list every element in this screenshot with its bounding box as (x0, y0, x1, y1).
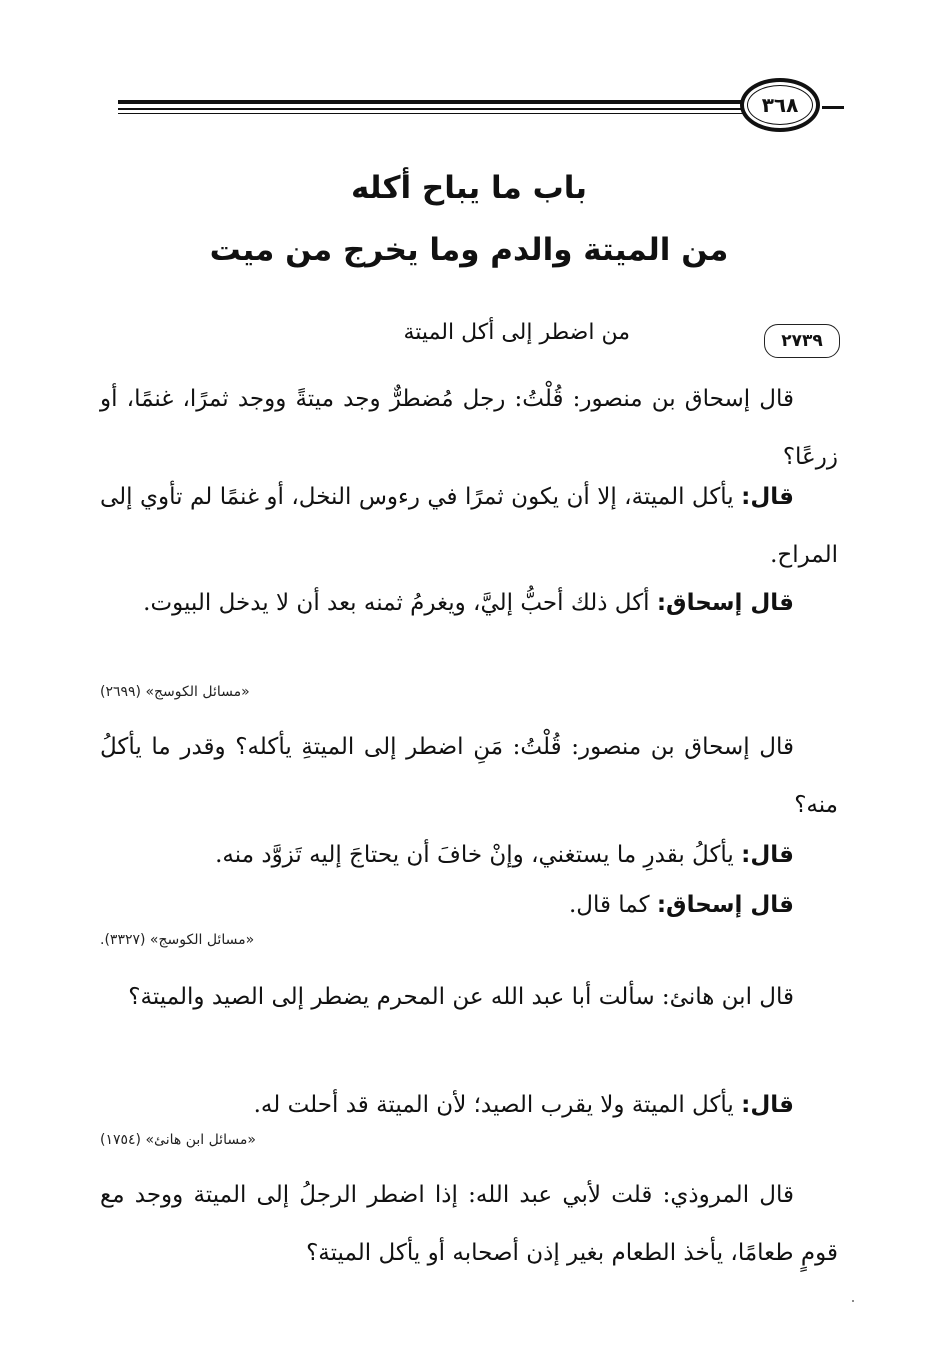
source-reference-2: «مسائل الكوسج» (٣٣٢٧). (100, 932, 255, 948)
source-reference-3: «مسائل ابن هانئ» (١٧٥٤) (100, 1132, 256, 1148)
speaker-label: قال إسحاق: (656, 892, 794, 918)
header-rule-end (822, 106, 844, 109)
issue-number-ornament: ٢٧٣٩ (764, 324, 840, 358)
paragraph-answer-1 (100, 468, 838, 584)
header-rule-thick (118, 100, 743, 104)
source-reference-1: «مسائل الكوسج» (٢٦٩٩) (100, 684, 250, 700)
paragraph-ishaq-comment-2 (100, 876, 838, 934)
answer-text: كما قال. (568, 892, 657, 918)
speaker-label: قال: (741, 484, 794, 510)
answer-text: يأكل الميتة، إلا أن يكون ثمرًا في رءوس النخل، أو غنمًا لم تأوي إلى المراح. (100, 484, 838, 568)
paragraph-answer-3 (100, 1076, 838, 1134)
paragraph-ishaq-comment-1 (100, 574, 838, 632)
paragraph-question-3: قال ابن هانئ: سألت أبا عبد الله عن المحرم يضطر إلى الصيد والميتة؟ (128, 984, 794, 1010)
paragraph-question-1: قال إسحاق بن منصور: قُلْتُ: رجل مُضطرٌّ وجد ميتةً ووجد ثمرًا، غنمًا، أو زرعًا؟ (100, 386, 838, 470)
speaker-label: قال إسحاق: (656, 590, 794, 616)
speaker-label: قال: (741, 1092, 794, 1118)
speaker-label: قال: (741, 842, 794, 868)
answer-text: يأكلُ بقدرِ ما يستغني، وإنْ خافَ أن يحتاجَ إليه تَزوَّد منه. (215, 842, 742, 868)
scan-speck (852, 1300, 854, 1302)
header-rule-middle (118, 108, 743, 110)
paragraph-question-2: قال إسحاق بن منصور: قُلْتُ: مَنِ اضطر إلى الميتةِ يأكله؟ وقدر ما يأكلُ منه؟ (100, 734, 838, 818)
answer-text: يأكل الميتة ولا يقرب الصيد؛ لأن الميتة قد أحلت له. (253, 1092, 742, 1118)
page-number: ٣٦٨ (740, 78, 820, 132)
chapter-title-line-1: باب ما يباح أكله (350, 170, 588, 206)
answer-text: أكل ذلك أحبُّ إليَّ، ويغرمُ ثمنه بعد أن لا يدخل البيوت. (143, 590, 657, 616)
paragraph-question-4: قال المروذي: قلت لأبي عبد الله: إذا اضطر الرجلُ إلى الميتة ووجد مع قومٍ طعامًا، يأخذ الطعام بغير إذن أصحابه أو يأكل الميتة؟ (100, 1182, 838, 1266)
issue-title: من اضطر إلى أكل الميتة (403, 320, 630, 345)
header-rule-thin (118, 113, 743, 114)
chapter-title-line-2: من الميتة والدم وما يخرج من ميت (209, 232, 729, 268)
